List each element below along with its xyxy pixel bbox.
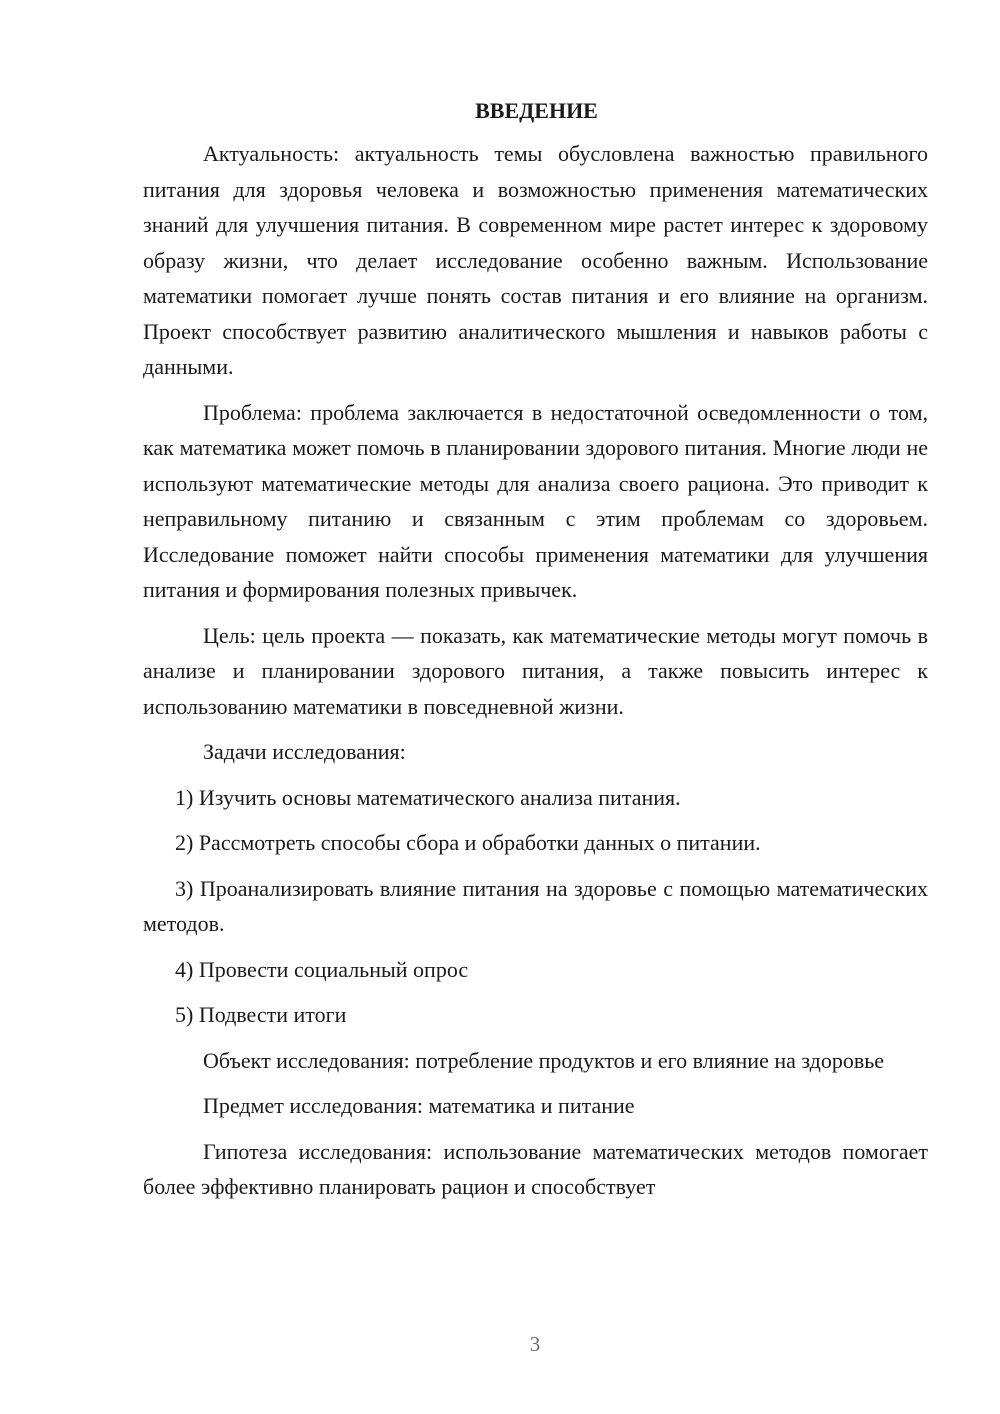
paragraph-relevance: Актуальность: актуальность темы обусловлена важностью правильного питания для здоровья человека и возможностью применения математических знаний для улучшения питания. В современном мире растет интерес к здоровому образу жизни, что делает исследование особенно важным. Использование математики помогает лучше понять состав питания и его влияние на организм. Проект способствует развитию аналитического мышления и навыков работы с данными. bbox=[143, 141, 928, 379]
paragraph-subject: Предмет исследования: математика и питание bbox=[203, 1093, 635, 1118]
task-item-2: 2) Рассмотреть способы сбора и обработки данных о питании. bbox=[175, 830, 761, 855]
paragraph-object: Объект исследования: потребление продуктов и его влияние на здоровье bbox=[203, 1047, 885, 1073]
paragraph-goal: Цель: цель проекта — показать, как математические методы могут помочь в анализе и планировании здорового питания, а также повысить интерес к использованию математики в повседневной жизни. bbox=[143, 622, 928, 719]
section-heading: ВВЕДЕНИЕ bbox=[475, 98, 598, 123]
task-item-4: 4) Провести социальный опрос bbox=[175, 956, 469, 982]
page-number: 3 bbox=[529, 1332, 541, 1356]
page-content bbox=[143, 96, 928, 1215]
task-item-5: 5) Подвести итоги bbox=[175, 1002, 347, 1027]
paragraph-problem: Проблема: проблема заключается в недостаточной осведомленности о том, как математика может помочь в планировании здорового питания. Многие люди не используют математические методы для анализа своего рациона. Это приводит к неправильному питанию и связанным с этим проблемам со здоровьем. Исследование поможет найти способы применения математики для улучшения питания и формирования полезных привычек. bbox=[143, 399, 928, 602]
task-item-1: 1) Изучить основы математического анализа питания. bbox=[175, 784, 681, 810]
paragraph-tasks-title: Задачи исследования: bbox=[203, 739, 406, 764]
paragraph-hypothesis: Гипотеза исследования: использование математических методов помогает более эффективно планировать рацион и способствует bbox=[143, 1138, 928, 1199]
task-item-3: 3) Проанализировать влияние питания на здоровье с помощью математических методов. bbox=[143, 875, 928, 936]
